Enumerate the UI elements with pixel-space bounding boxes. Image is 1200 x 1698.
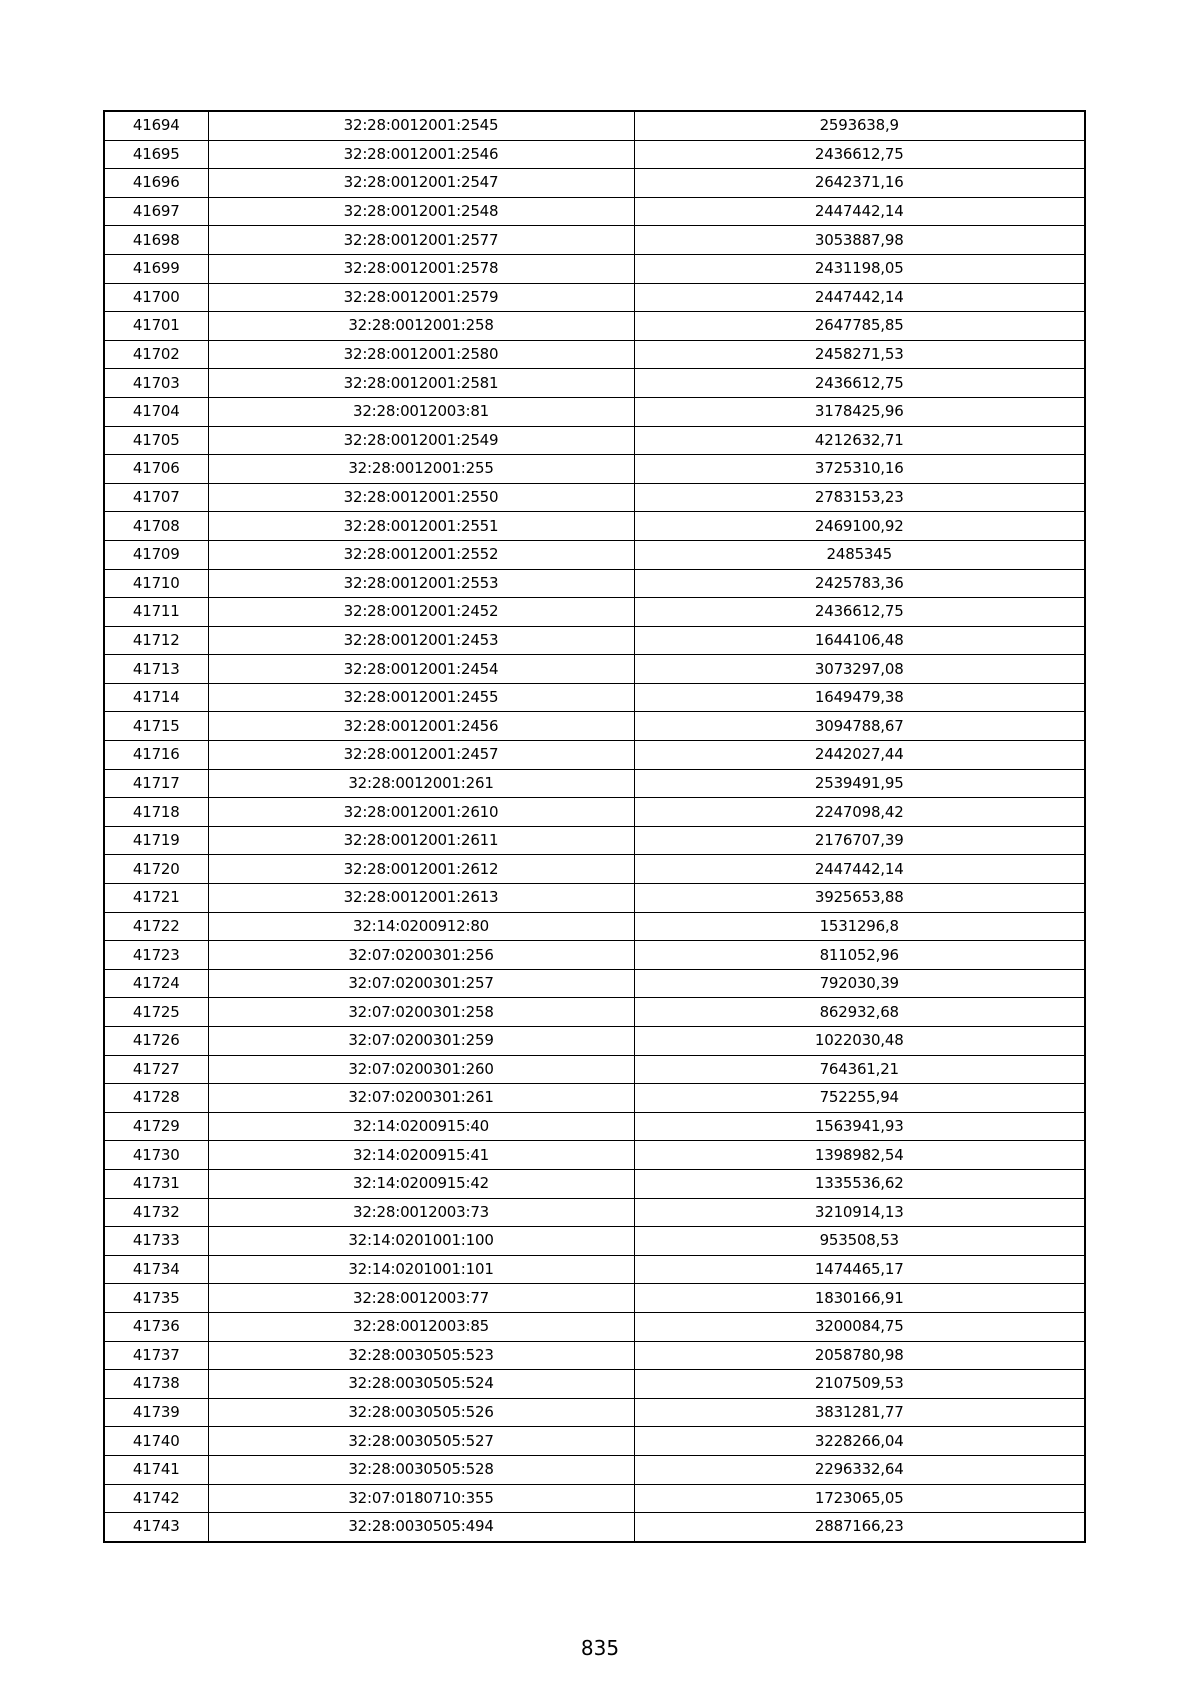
- row-number-cell: 41718: [104, 798, 208, 827]
- cadastral-number-cell: 32:14:0200915:42: [208, 1169, 634, 1198]
- row-number-cell: 41708: [104, 512, 208, 541]
- table-row: [104, 598, 1085, 627]
- cadastral-number-cell: 32:28:0012003:77: [208, 1284, 634, 1313]
- row-number-cell: 41711: [104, 598, 208, 627]
- row-number-cell: 41726: [104, 1027, 208, 1056]
- table-row: [104, 340, 1085, 369]
- cadastral-value-cell: 862932,68: [634, 998, 1085, 1027]
- table-body: [104, 111, 1085, 1542]
- table-row: [104, 769, 1085, 798]
- table-row: [104, 312, 1085, 341]
- cadastral-number-cell: 32:14:0200912:80: [208, 912, 634, 941]
- cadastral-value-cell: 953508,53: [634, 1227, 1085, 1256]
- cadastral-value-cell: 2642371,16: [634, 169, 1085, 198]
- cadastral-value-cell: 3200084,75: [634, 1312, 1085, 1341]
- row-number-cell: 41735: [104, 1284, 208, 1313]
- table-row: [104, 197, 1085, 226]
- row-number-cell: 41703: [104, 369, 208, 398]
- cadastral-value-cell: 2436612,75: [634, 598, 1085, 627]
- row-number-cell: 41697: [104, 197, 208, 226]
- cadastral-number-cell: 32:28:0012001:2613: [208, 884, 634, 913]
- table-row: [104, 1198, 1085, 1227]
- row-number-cell: 41700: [104, 283, 208, 312]
- table-row: [104, 569, 1085, 598]
- cadastral-number-cell: 32:07:0200301:256: [208, 941, 634, 970]
- cadastral-value-cell: 2447442,14: [634, 197, 1085, 226]
- row-number-cell: 41716: [104, 741, 208, 770]
- row-number-cell: 41723: [104, 941, 208, 970]
- cadastral-number-cell: 32:28:0030505:494: [208, 1513, 634, 1542]
- table-row: [104, 283, 1085, 312]
- row-number-cell: 41727: [104, 1055, 208, 1084]
- cadastral-value-cell: 2247098,42: [634, 798, 1085, 827]
- cadastral-number-cell: 32:28:0012001:2549: [208, 426, 634, 455]
- table-row: [104, 741, 1085, 770]
- cadastral-value-cell: 2431198,05: [634, 254, 1085, 283]
- row-number-cell: 41724: [104, 969, 208, 998]
- cadastral-value-cell: 1723065,05: [634, 1484, 1085, 1513]
- table-row: [104, 226, 1085, 255]
- cadastral-value-cell: 3925653,88: [634, 884, 1085, 913]
- cadastral-number-cell: 32:28:0012001:2453: [208, 626, 634, 655]
- table-row: [104, 1398, 1085, 1427]
- cadastral-number-cell: 32:28:0012001:2457: [208, 741, 634, 770]
- table-row: [104, 512, 1085, 541]
- cadastral-value-cell: 2442027,44: [634, 741, 1085, 770]
- cadastral-value-cell: 2469100,92: [634, 512, 1085, 541]
- table-row: [104, 626, 1085, 655]
- row-number-cell: 41713: [104, 655, 208, 684]
- row-number-cell: 41722: [104, 912, 208, 941]
- cadastral-value-cell: 2296332,64: [634, 1455, 1085, 1484]
- cadastral-number-cell: 32:07:0200301:258: [208, 998, 634, 1027]
- table-row: [104, 369, 1085, 398]
- cadastral-number-cell: 32:28:0012001:2546: [208, 140, 634, 169]
- row-number-cell: 41696: [104, 169, 208, 198]
- cadastral-number-cell: 32:28:0012001:2552: [208, 540, 634, 569]
- cadastral-number-cell: 32:28:0030505:524: [208, 1370, 634, 1399]
- row-number-cell: 41717: [104, 769, 208, 798]
- cadastral-value-cell: 1335536,62: [634, 1169, 1085, 1198]
- cadastral-number-cell: 32:28:0012001:2578: [208, 254, 634, 283]
- cadastral-number-cell: 32:28:0012001:255: [208, 455, 634, 484]
- cadastral-value-cell: 811052,96: [634, 941, 1085, 970]
- cadastral-value-cell: 3228266,04: [634, 1427, 1085, 1456]
- cadastral-number-cell: 32:14:0201001:100: [208, 1227, 634, 1256]
- cadastral-number-cell: 32:07:0200301:261: [208, 1084, 634, 1113]
- row-number-cell: 41710: [104, 569, 208, 598]
- cadastral-value-cell: 2425783,36: [634, 569, 1085, 598]
- table-row: [104, 455, 1085, 484]
- cadastral-value-cell: 1649479,38: [634, 683, 1085, 712]
- cadastral-number-cell: 32:28:0012003:73: [208, 1198, 634, 1227]
- table-row: [104, 1455, 1085, 1484]
- cadastral-value-cell: 2485345: [634, 540, 1085, 569]
- cadastral-value-cell: 2647785,85: [634, 312, 1085, 341]
- cadastral-number-cell: 32:28:0012001:2581: [208, 369, 634, 398]
- row-number-cell: 41737: [104, 1341, 208, 1370]
- cadastral-number-cell: 32:14:0201001:101: [208, 1255, 634, 1284]
- row-number-cell: 41715: [104, 712, 208, 741]
- cadastral-value-cell: 2176707,39: [634, 826, 1085, 855]
- cadastral-value-cell: 1398982,54: [634, 1141, 1085, 1170]
- cadastral-number-cell: 32:28:0012001:2579: [208, 283, 634, 312]
- table-row: [104, 1141, 1085, 1170]
- row-number-cell: 41714: [104, 683, 208, 712]
- page-number: 835: [580, 1636, 620, 1660]
- row-number-cell: 41734: [104, 1255, 208, 1284]
- cadastral-number-cell: 32:28:0012001:2550: [208, 483, 634, 512]
- row-number-cell: 41721: [104, 884, 208, 913]
- row-number-cell: 41706: [104, 455, 208, 484]
- row-number-cell: 41720: [104, 855, 208, 884]
- table-row: [104, 254, 1085, 283]
- table-row: [104, 1513, 1085, 1542]
- table-row: [104, 483, 1085, 512]
- cadastral-value-cell: 2447442,14: [634, 283, 1085, 312]
- row-number-cell: 41738: [104, 1370, 208, 1399]
- table-row: [104, 1427, 1085, 1456]
- row-number-cell: 41736: [104, 1312, 208, 1341]
- table-row: [104, 1084, 1085, 1113]
- cadastral-value-cell: 2436612,75: [634, 369, 1085, 398]
- cadastral-number-cell: 32:07:0200301:260: [208, 1055, 634, 1084]
- row-number-cell: 41733: [104, 1227, 208, 1256]
- table-row: [104, 998, 1085, 1027]
- row-number-cell: 41740: [104, 1427, 208, 1456]
- table-row: [104, 1284, 1085, 1313]
- table-row: [104, 884, 1085, 913]
- row-number-cell: 41728: [104, 1084, 208, 1113]
- cadastral-value-cell: 2887166,23: [634, 1513, 1085, 1542]
- row-number-cell: 41702: [104, 340, 208, 369]
- cadastral-number-cell: 32:07:0200301:257: [208, 969, 634, 998]
- table-row: [104, 426, 1085, 455]
- table-row: [104, 826, 1085, 855]
- cadastral-number-cell: 32:28:0030505:523: [208, 1341, 634, 1370]
- cadastral-number-cell: 32:28:0012003:85: [208, 1312, 634, 1341]
- row-number-cell: 41707: [104, 483, 208, 512]
- cadastral-value-cell: 2058780,98: [634, 1341, 1085, 1370]
- table-row: [104, 855, 1085, 884]
- cadastral-value-cell: 2458271,53: [634, 340, 1085, 369]
- table-row: [104, 397, 1085, 426]
- cadastral-value-cell: 792030,39: [634, 969, 1085, 998]
- row-number-cell: 41709: [104, 540, 208, 569]
- cadastral-number-cell: 32:28:0012001:2610: [208, 798, 634, 827]
- cadastral-value-cell: 4212632,71: [634, 426, 1085, 455]
- cadastral-number-cell: 32:28:0012001:261: [208, 769, 634, 798]
- cadastral-value-cell: 2447442,14: [634, 855, 1085, 884]
- table-row: [104, 712, 1085, 741]
- row-number-cell: 41701: [104, 312, 208, 341]
- table-row: [104, 140, 1085, 169]
- table-row: [104, 169, 1085, 198]
- cadastral-value-cell: 1474465,17: [634, 1255, 1085, 1284]
- row-number-cell: 41705: [104, 426, 208, 455]
- cadastral-number-cell: 32:28:0030505:527: [208, 1427, 634, 1456]
- cadastral-number-cell: 32:28:0012001:2452: [208, 598, 634, 627]
- cadastral-value-cell: 3073297,08: [634, 655, 1085, 684]
- cadastral-value-cell: 3725310,16: [634, 455, 1085, 484]
- cadastral-number-cell: 32:28:0012001:2454: [208, 655, 634, 684]
- cadastral-number-cell: 32:28:0012001:2553: [208, 569, 634, 598]
- row-number-cell: 41695: [104, 140, 208, 169]
- table-row: [104, 1055, 1085, 1084]
- cadastral-value-cell: 3178425,96: [634, 397, 1085, 426]
- row-number-cell: 41729: [104, 1112, 208, 1141]
- cadastral-number-cell: 32:28:0030505:526: [208, 1398, 634, 1427]
- row-number-cell: 41742: [104, 1484, 208, 1513]
- table-row: [104, 1312, 1085, 1341]
- row-number-cell: 41712: [104, 626, 208, 655]
- cadastral-number-cell: 32:28:0012001:2580: [208, 340, 634, 369]
- cadastral-value-cell: 764361,21: [634, 1055, 1085, 1084]
- cadastral-value-table: [103, 110, 1086, 1543]
- table-row: [104, 1255, 1085, 1284]
- cadastral-number-cell: 32:14:0200915:41: [208, 1141, 634, 1170]
- row-number-cell: 41719: [104, 826, 208, 855]
- row-number-cell: 41704: [104, 397, 208, 426]
- cadastral-number-cell: 32:28:0012003:81: [208, 397, 634, 426]
- cadastral-number-cell: 32:28:0012001:2577: [208, 226, 634, 255]
- table-row: [104, 655, 1085, 684]
- table-row: [104, 912, 1085, 941]
- row-number-cell: 41694: [104, 111, 208, 140]
- cadastral-number-cell: 32:28:0012001:2547: [208, 169, 634, 198]
- table-row: [104, 1227, 1085, 1256]
- cadastral-number-cell: 32:28:0012001:2551: [208, 512, 634, 541]
- row-number-cell: 41699: [104, 254, 208, 283]
- cadastral-value-cell: 1531296,8: [634, 912, 1085, 941]
- table-row: [104, 1112, 1085, 1141]
- cadastral-value-cell: 1830166,91: [634, 1284, 1085, 1313]
- row-number-cell: 41725: [104, 998, 208, 1027]
- cadastral-value-cell: 3094788,67: [634, 712, 1085, 741]
- cadastral-number-cell: 32:28:0030505:528: [208, 1455, 634, 1484]
- table-row: [104, 969, 1085, 998]
- cadastral-value-cell: 2593638,9: [634, 111, 1085, 140]
- row-number-cell: 41698: [104, 226, 208, 255]
- cadastral-number-cell: 32:28:0012001:2611: [208, 826, 634, 855]
- row-number-cell: 41743: [104, 1513, 208, 1542]
- table-row: [104, 1027, 1085, 1056]
- row-number-cell: 41731: [104, 1169, 208, 1198]
- cadastral-value-cell: 3210914,13: [634, 1198, 1085, 1227]
- table-row: [104, 111, 1085, 140]
- cadastral-number-cell: 32:28:0012001:2548: [208, 197, 634, 226]
- cadastral-value-cell: 3053887,98: [634, 226, 1085, 255]
- table-row: [104, 540, 1085, 569]
- cadastral-value-cell: 1563941,93: [634, 1112, 1085, 1141]
- cadastral-number-cell: 32:07:0200301:259: [208, 1027, 634, 1056]
- cadastral-value-cell: 752255,94: [634, 1084, 1085, 1113]
- cadastral-value-cell: 2107509,53: [634, 1370, 1085, 1399]
- cadastral-value-cell: 1022030,48: [634, 1027, 1085, 1056]
- cadastral-value-cell: 2783153,23: [634, 483, 1085, 512]
- table-row: [104, 1341, 1085, 1370]
- cadastral-value-cell: 1644106,48: [634, 626, 1085, 655]
- cadastral-value-cell: 2539491,95: [634, 769, 1085, 798]
- cadastral-value-cell: 3831281,77: [634, 1398, 1085, 1427]
- cadastral-number-cell: 32:28:0012001:2545: [208, 111, 634, 140]
- row-number-cell: 41739: [104, 1398, 208, 1427]
- cadastral-number-cell: 32:28:0012001:2612: [208, 855, 634, 884]
- table-row: [104, 1370, 1085, 1399]
- table-row: [104, 798, 1085, 827]
- cadastral-value-cell: 2436612,75: [634, 140, 1085, 169]
- table-row: [104, 941, 1085, 970]
- cadastral-number-cell: 32:28:0012001:258: [208, 312, 634, 341]
- row-number-cell: 41741: [104, 1455, 208, 1484]
- cadastral-number-cell: 32:28:0012001:2456: [208, 712, 634, 741]
- row-number-cell: 41730: [104, 1141, 208, 1170]
- cadastral-number-cell: 32:07:0180710:355: [208, 1484, 634, 1513]
- table-row: [104, 1484, 1085, 1513]
- cadastral-number-cell: 32:28:0012001:2455: [208, 683, 634, 712]
- table-row: [104, 683, 1085, 712]
- table-row: [104, 1169, 1085, 1198]
- cadastral-number-cell: 32:14:0200915:40: [208, 1112, 634, 1141]
- row-number-cell: 41732: [104, 1198, 208, 1227]
